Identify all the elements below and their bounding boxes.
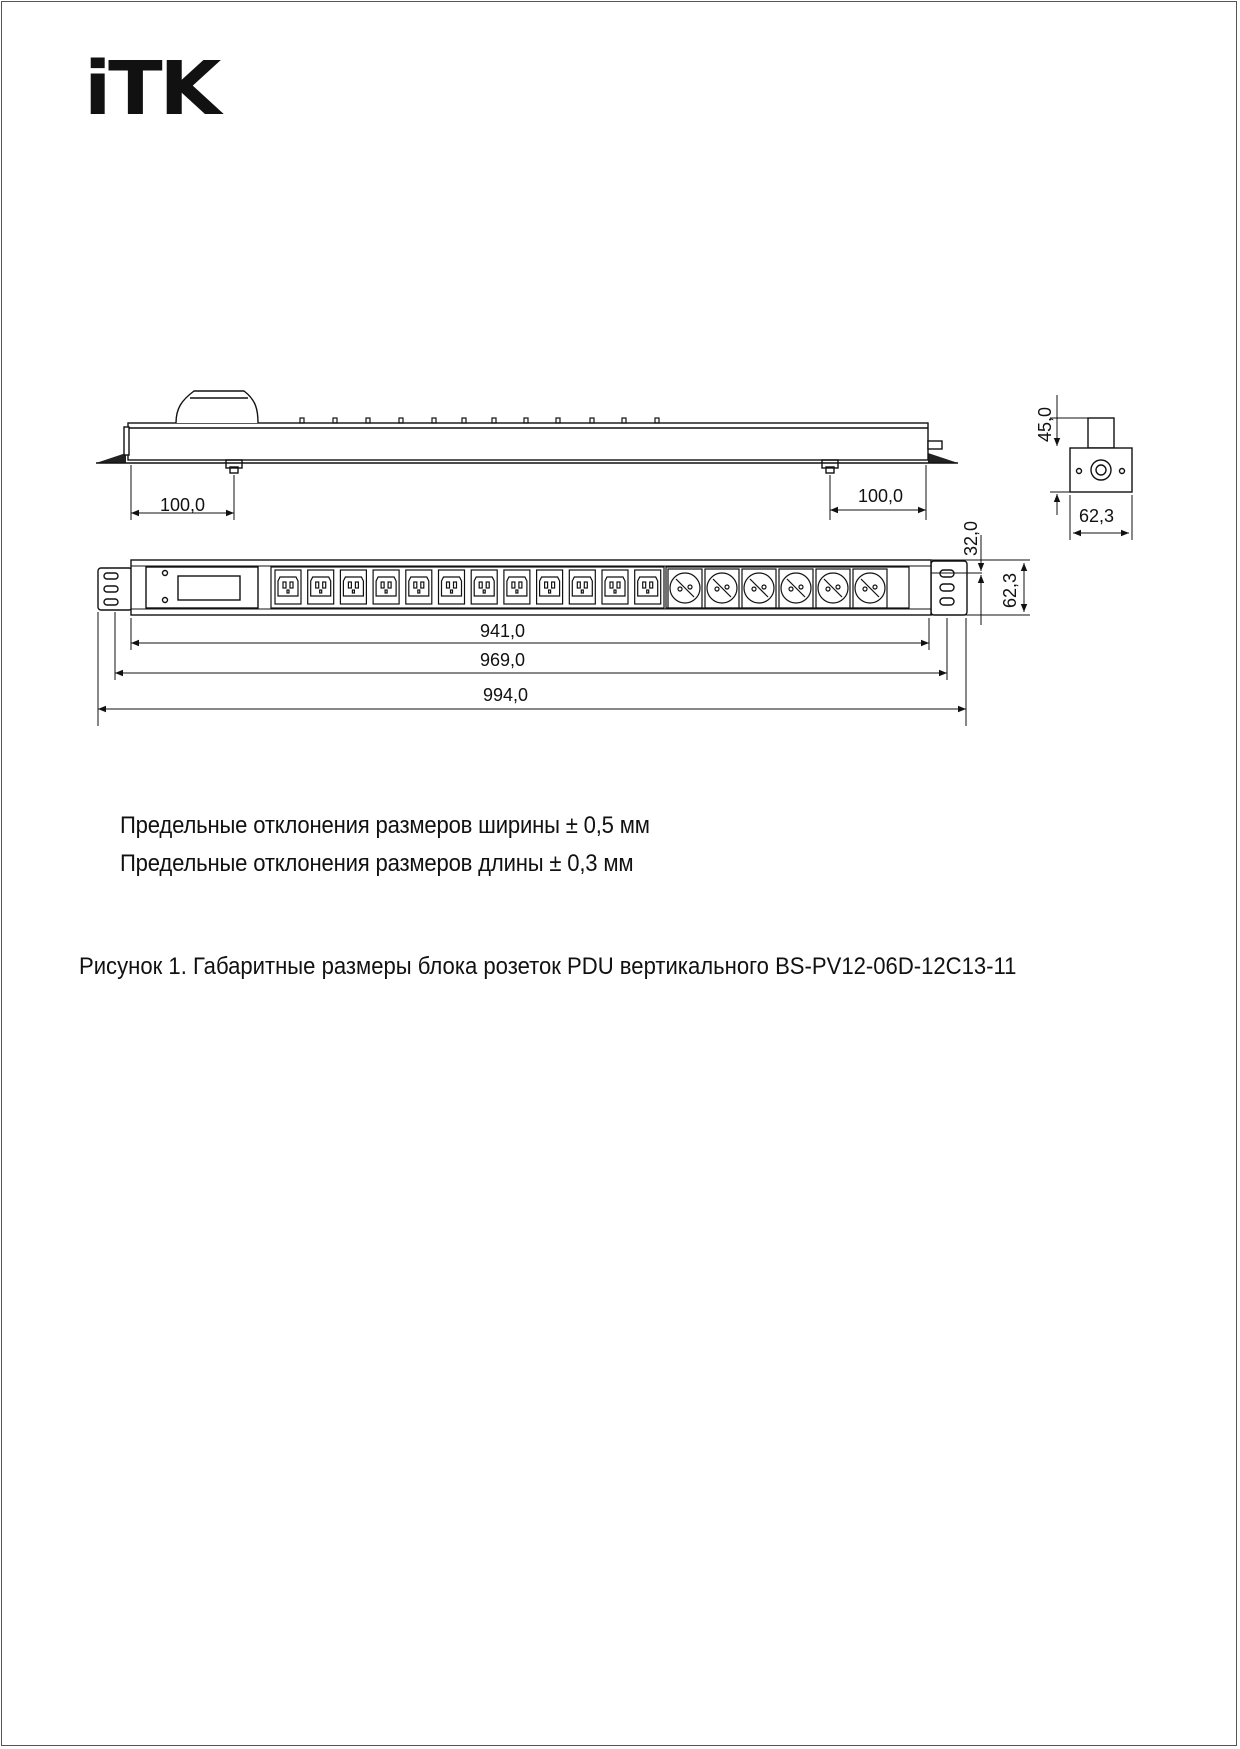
c13-outlet-8 [504,570,530,604]
figure-caption: Рисунок 1. Габаритные размеры блока розеток PDU вертикального BS-PV12-06D-12C13-11 [79,953,1017,980]
length-tolerance-note: Предельные отклонения размеров длины ± 0,3 мм [120,850,634,877]
width-tolerance-note: Предельные отклонения размеров ширины ± 0,5 мм [120,812,650,839]
schuko-outlet-5 [816,569,850,608]
c13-outlet-7 [471,570,497,604]
front-view [98,535,1030,726]
c13-outlet-10 [569,570,595,604]
outlet-group [271,567,909,608]
itk-logo: iTK [84,46,219,132]
dim-side-left-100: 100,0 [160,495,206,515]
schuko-outlet-3 [742,569,776,608]
dim-end-height-45: 45,0 [1035,406,1055,442]
dim-side-right-100: 100,0 [858,486,904,506]
schuko-outlet-1 [668,569,702,608]
c13-outlet-5 [406,570,432,604]
c13-outlet-11 [602,570,628,604]
c13-outlet-9 [537,570,563,604]
dim-front-height-62-3: 62,3 [1000,572,1020,608]
dim-length-941: 941,0 [480,621,526,641]
dim-end-width-62-3: 62,3 [1079,506,1115,526]
c13-outlet-6 [439,570,465,604]
schuko-outlet-4 [779,569,813,608]
dim-length-994: 994,0 [483,685,529,705]
c13-outlet-4 [373,570,399,604]
dim-front-top-32: 32,0 [961,520,981,556]
c13-outlet-1 [275,570,301,604]
side-view [96,391,958,520]
schuko-outlet-2 [705,569,739,608]
c13-outlet-12 [635,570,661,604]
dim-length-969: 969,0 [480,650,526,670]
c13-outlet-2 [308,570,334,604]
schuko-outlet-6 [853,569,887,608]
c13-outlet-3 [340,570,366,604]
